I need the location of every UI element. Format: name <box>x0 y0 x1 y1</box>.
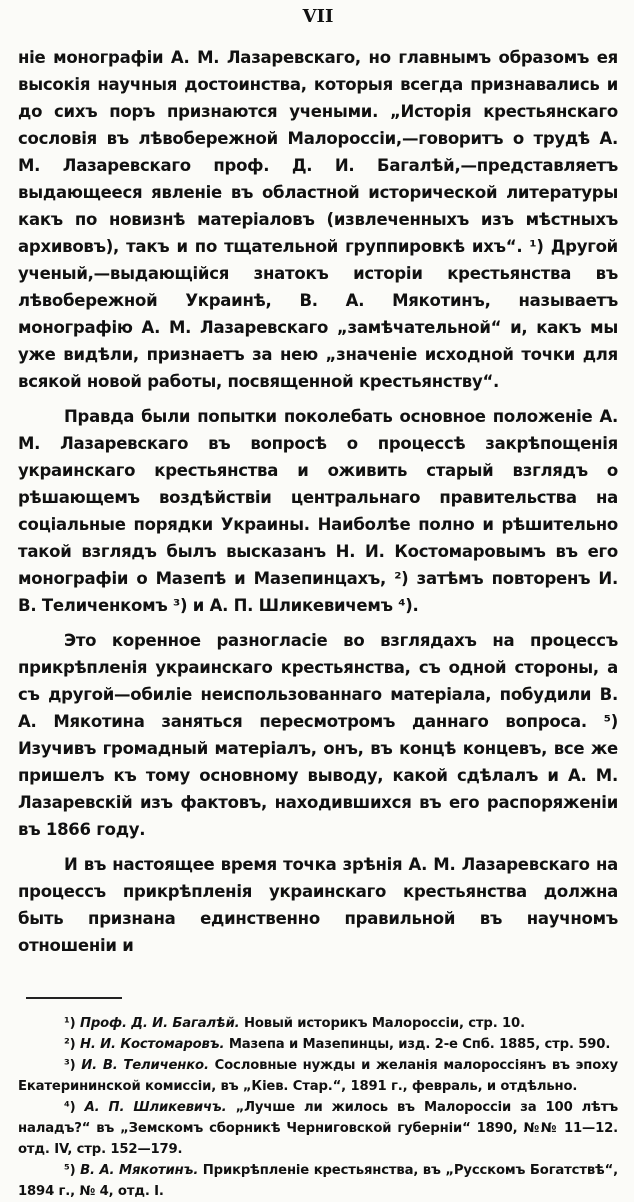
main-text <box>18 44 618 959</box>
footnote-mark: ¹) <box>64 1016 76 1031</box>
footnote-mark: ³) <box>64 1058 76 1073</box>
footnote-author: Н. И. Костомаровъ. <box>79 1037 225 1052</box>
footnote-author: И. В. Теличенко. <box>81 1058 209 1073</box>
footnote-5 <box>18 1160 618 1202</box>
paragraph-3: Это коренное разногласіе во взглядахъ на процессъ прикрѣпленія украинскаго крестьянства, съ одной стороны, а съ другой—обиліе неиспользованнаго матеріала, побудили В. А. Мякотина заняться пересмотромъ даннаго вопроса. ⁵) Изучивъ громадный матеріалъ, онъ, въ концѣ концевъ, все же пришелъ къ тому основному выводу, какой сдѣлалъ и А. М. Лазаревскій изъ фактовъ, находившихся въ его распоряженіи въ 1866 году. <box>18 631 618 839</box>
footnote-mark: ²) <box>64 1037 76 1052</box>
footnote-mark: ⁴) <box>64 1100 76 1115</box>
footnote-author: В. А. Мякотинъ. <box>80 1163 199 1178</box>
footnote-divider <box>26 997 122 999</box>
footnote-author: Проф. Д. И. Багалѣй. <box>79 1016 240 1031</box>
footnote-4 <box>18 1097 618 1160</box>
footnote-text: Новый историкъ Малороссіи, стр. 10. <box>243 1016 525 1031</box>
footnote-1 <box>18 1013 618 1034</box>
footnote-text: Прикрѣпленіе крестьянства, въ „Русскомъ Богатствѣ“, 1894 г., № 4, отд. I. <box>18 1163 618 1199</box>
paragraph-2: Правда были попытки поколебать основное положеніе А. М. Лазаревскаго въ вопросѣ о процессѣ закрѣпощенія украинскаго крестьянства и оживить старый взглядъ о рѣшающемъ воздѣйствіи центральнаго правительства на соціальные порядки Украины. Наиболѣе полно и рѣшительно такой взглядъ былъ высказанъ Н. И. Костомаровымъ въ его монографіи о Мазепѣ и Мазепинцахъ, ²) затѣмъ повторенъ И. В. Теличенкомъ ³) и А. П. Шликевичемъ ⁴). <box>18 407 618 615</box>
footnote-text: Мазепа и Мазепинцы, изд. 2-е Спб. 1885, стр. 590. <box>228 1037 611 1052</box>
footnote-3 <box>18 1055 618 1097</box>
paragraph-1: ніе монографіи А. М. Лазаревскаго, но главнымъ образомъ ея высокія научныя достоинства, которыя всегда признавались и до сихъ поръ признаются учеными. „Исторія крестьянскаго сословія въ лѣвобережной Малороссіи,—говоритъ о трудѣ А. М. Лазаревскаго проф. Д. И. Багалѣй,—представляетъ выдающееся явленіе въ областной исторической литературы какъ по новизнѣ матеріаловъ (извлеченныхъ изъ мѣстныхъ архивовъ), такъ и по тщательной группировкѣ ихъ“. ¹) Другой ученый,—выдающійся знатокъ исторіи крестьянства въ лѣвобережной Украинѣ, В. А. Мякотинъ, называетъ монографію А. М. Лазаревскаго „замѣчательной“ и, какъ мы уже видѣли, признаетъ за нею „значеніе исходной точки для всякой новой работы, посвященной крестьянству“. <box>18 48 618 391</box>
footnote-text: Сословные нужды и желанія малороссіянъ въ эпоху Екатерининской комиссіи, въ „Кіев. Стар.“, 1891 г., февраль, и отдѣльно. <box>18 1058 618 1094</box>
footnote-author: А. П. Шликевичъ. <box>84 1100 227 1115</box>
footnotes <box>18 1013 618 1202</box>
footnote-mark: ⁵) <box>64 1163 76 1178</box>
paragraph-4: И въ настоящее время точка зрѣнія А. М. Лазаревскаго на процессъ прикрѣпленія украинскаго крестьянства должна быть признана единственно правильной въ научномъ отношеніи и <box>18 855 618 955</box>
page-number: VII <box>302 6 334 27</box>
footnote-text: „Лучше ли жилось въ Малороссіи за 100 лѣтъ наладъ?“ въ „Земскомъ сборникѣ Черниговской губерніи“ 1890, №№ 11—12. отд. IV, стр. 152—179. <box>18 1100 618 1157</box>
